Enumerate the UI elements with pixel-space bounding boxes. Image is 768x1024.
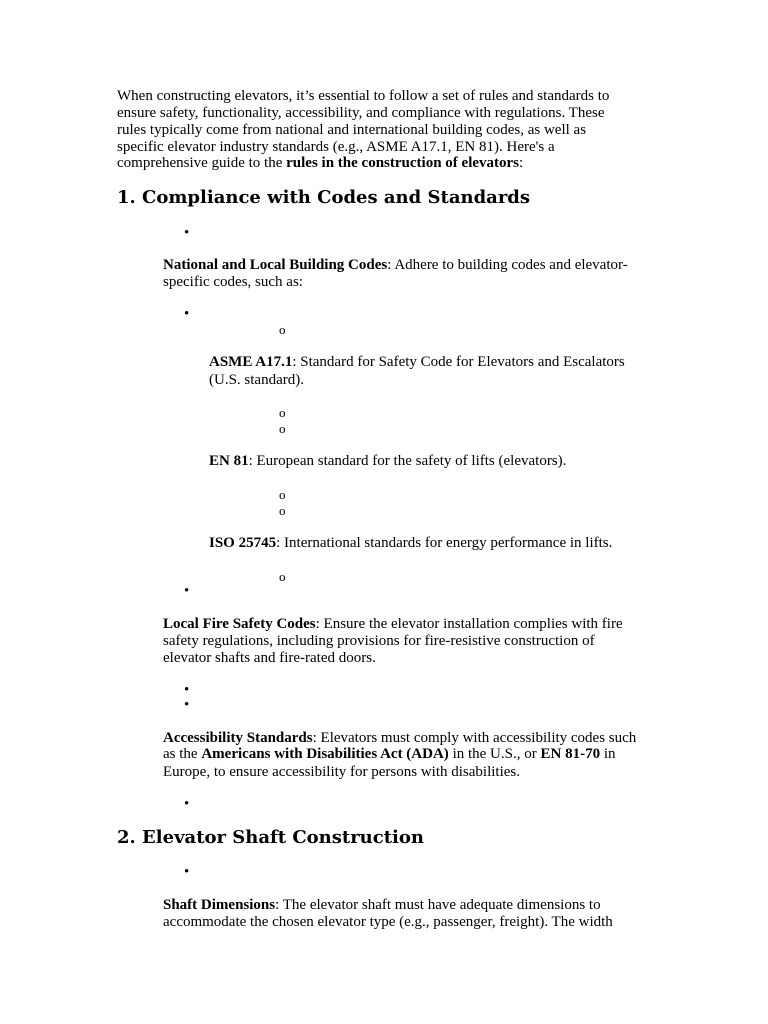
term-bold: ISO 25745 (209, 535, 277, 551)
section-heading: 1. Compliance with Codes and Standards (117, 187, 531, 208)
term-bold: ASME A17.1 (209, 354, 293, 370)
item-text: in the U.S., or (448, 746, 541, 762)
section-heading: 2. Elevator Shaft Construction (117, 827, 424, 848)
circle-marker: o (279, 405, 286, 420)
item-text: : Adhere to building codes and elevator- (387, 257, 628, 273)
term-bold: National and Local Building Codes (163, 257, 388, 273)
list-item-text (163, 616, 623, 633)
circle-marker: o (279, 487, 286, 502)
list-item-text: (U.S. standard). (209, 372, 304, 388)
term-bold: EN 81-70 (540, 746, 601, 762)
list-item-text (163, 730, 636, 747)
intro-line: ensure safety, functionality, accessibility, and compliance with regulations. These (117, 105, 605, 121)
intro-line: rules typically come from national and international building codes, as well as (117, 122, 587, 138)
list-item-text: specific codes, such as: (163, 274, 303, 290)
list-item-text (163, 257, 628, 274)
intro-text: comprehensive guide to the (117, 155, 287, 171)
list-item-text (209, 354, 625, 371)
bullet-marker: • (184, 306, 190, 322)
circle-marker: o (279, 322, 286, 337)
term-bold: Shaft Dimensions (163, 897, 276, 913)
intro-line: When constructing elevators, it’s essential to follow a set of rules and standards to (117, 88, 610, 104)
list-item-text (163, 746, 616, 763)
list-item-text: elevator shafts and fire-rated doors. (163, 650, 376, 666)
item-text: as the (163, 746, 202, 762)
term-bold: EN 81 (209, 453, 249, 469)
list-item-text: safety regulations, including provisions for fire-resistive construction of (163, 633, 595, 649)
item-text: in (600, 746, 616, 762)
item-text: : European standard for the safety of lifts (elevators). (248, 453, 567, 469)
term-bold: Americans with Disabilities Act (ADA) (201, 746, 449, 762)
term-bold: Local Fire Safety Codes (163, 616, 316, 632)
list-item-text: accommodate the chosen elevator type (e.g., passenger, freight). The width (163, 914, 613, 930)
intro-line: specific elevator industry standards (e.g., ASME A17.1, EN 81). Here's a (117, 139, 555, 155)
list-item-text (163, 897, 601, 914)
list-item-text (209, 453, 566, 470)
bullet-marker: • (184, 864, 190, 880)
intro-bold-text: rules in the construction of elevators (286, 155, 520, 171)
circle-marker: o (279, 569, 286, 584)
item-text: : International standards for energy performance in lifts. (276, 535, 613, 551)
list-item-text: Europe, to ensure accessibility for persons with disabilities. (163, 764, 521, 780)
intro-line (117, 155, 523, 172)
item-text: : The elevator shaft must have adequate dimensions to (275, 897, 601, 913)
circle-marker: o (279, 503, 286, 518)
bullet-marker: • (184, 796, 190, 812)
item-text: : Elevators must comply with accessibility codes such (312, 730, 637, 746)
list-item-text (209, 535, 612, 552)
circle-marker: o (279, 421, 286, 436)
term-bold: Accessibility Standards (163, 730, 313, 746)
intro-text: : (519, 155, 524, 171)
bullet-marker: • (184, 682, 190, 698)
bullet-marker: • (184, 225, 190, 241)
bullet-marker: • (184, 697, 190, 713)
bullet-marker: • (184, 583, 190, 599)
item-text: : Ensure the elevator installation complies with fire (315, 616, 623, 632)
item-text: : Standard for Safety Code for Elevators and Escalators (292, 354, 625, 370)
